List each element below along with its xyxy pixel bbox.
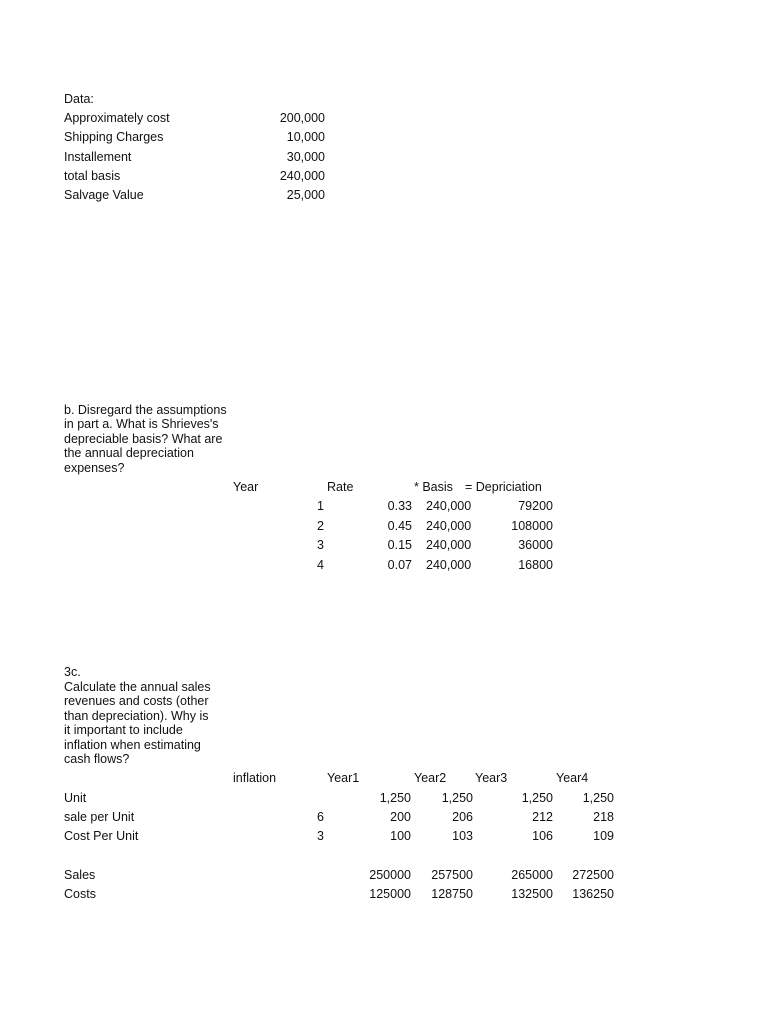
- row-value: 1,250: [582, 791, 614, 805]
- row-inflation: 3: [317, 829, 324, 843]
- data-header: Data:: [64, 92, 94, 106]
- row-label: Unit: [64, 791, 87, 805]
- row-value: 106: [532, 829, 553, 843]
- part-c-question-line: it important to include: [64, 723, 183, 737]
- row-value: 206: [452, 810, 473, 824]
- header-year: Year: [233, 480, 259, 494]
- dep-rate: 0.45: [387, 519, 412, 533]
- dep-amount: 108000: [511, 519, 553, 533]
- data-label: Salvage Value: [64, 188, 144, 202]
- dep-basis: 240,000: [426, 538, 472, 552]
- row-value: 212: [532, 810, 553, 824]
- data-value: 10,000: [286, 130, 325, 144]
- total-label: Sales: [64, 868, 96, 882]
- header-year4: Year4: [556, 771, 589, 785]
- dep-rate: 0.07: [387, 558, 412, 572]
- dep-basis: 240,000: [426, 558, 472, 572]
- part-b-question-line: in part a. What is Shrieves's: [64, 417, 219, 431]
- total-value: 128750: [431, 887, 473, 901]
- row-value: 218: [593, 810, 614, 824]
- data-value: 30,000: [286, 150, 325, 164]
- total-value: 250000: [369, 868, 411, 882]
- data-label: Installement: [64, 150, 132, 164]
- row-value: 1,250: [441, 791, 473, 805]
- row-value: 109: [593, 829, 614, 843]
- part-c-question-line: inflation when estimating: [64, 738, 201, 752]
- total-value: 257500: [431, 868, 473, 882]
- dep-basis: 240,000: [426, 519, 472, 533]
- dep-rate: 0.15: [387, 538, 412, 552]
- header-rate: Rate: [327, 480, 354, 494]
- part-c-question-line: cash flows?: [64, 752, 130, 766]
- row-value: 200: [390, 810, 411, 824]
- part-c-question-line: revenues and costs (other: [64, 694, 209, 708]
- total-value: 136250: [572, 887, 614, 901]
- row-label: sale per Unit: [64, 810, 135, 824]
- header-year1: Year1: [327, 771, 360, 785]
- data-value: 240,000: [279, 169, 325, 183]
- dep-year: 2: [317, 519, 324, 533]
- dep-year: 3: [317, 538, 324, 552]
- data-value: 200,000: [279, 111, 325, 125]
- total-value: 272500: [572, 868, 614, 882]
- part-b-question-line: depreciable basis? What are: [64, 432, 223, 446]
- row-value: 100: [390, 829, 411, 843]
- part-c-question-line: than depreciation). Why is: [64, 709, 209, 723]
- total-value: 265000: [511, 868, 553, 882]
- header-basis: * Basis: [414, 480, 453, 494]
- dep-amount: 16800: [518, 558, 553, 572]
- part-b-question-line: expenses?: [64, 461, 125, 475]
- part-c-question-line: Calculate the annual sales: [64, 680, 211, 694]
- dep-amount: 36000: [518, 538, 553, 552]
- total-label: Costs: [64, 887, 96, 901]
- dep-year: 1: [317, 499, 324, 513]
- header-year3: Year3: [475, 771, 508, 785]
- row-value: 1,250: [379, 791, 411, 805]
- dep-year: 4: [317, 558, 324, 572]
- dep-amount: 79200: [518, 499, 553, 513]
- data-label: Shipping Charges: [64, 130, 164, 144]
- dep-basis: 240,000: [426, 499, 472, 513]
- data-label: total basis: [64, 169, 121, 183]
- row-inflation: 6: [317, 810, 324, 824]
- data-label: Approximately cost: [64, 111, 170, 125]
- header-inflation: inflation: [233, 771, 277, 785]
- total-value: 125000: [369, 887, 411, 901]
- part-c-question-line: 3c.: [64, 665, 81, 679]
- part-b-question-line: the annual depreciation: [64, 446, 194, 460]
- part-b-question-line: b. Disregard the assumptions: [64, 403, 227, 417]
- total-value: 132500: [511, 887, 553, 901]
- header-year2: Year2: [414, 771, 447, 785]
- data-value: 25,000: [286, 188, 325, 202]
- dep-rate: 0.33: [387, 499, 412, 513]
- header-depreciation: = Depriciation: [465, 480, 542, 494]
- row-label: Cost Per Unit: [64, 829, 139, 843]
- row-value: 103: [452, 829, 473, 843]
- row-value: 1,250: [521, 791, 553, 805]
